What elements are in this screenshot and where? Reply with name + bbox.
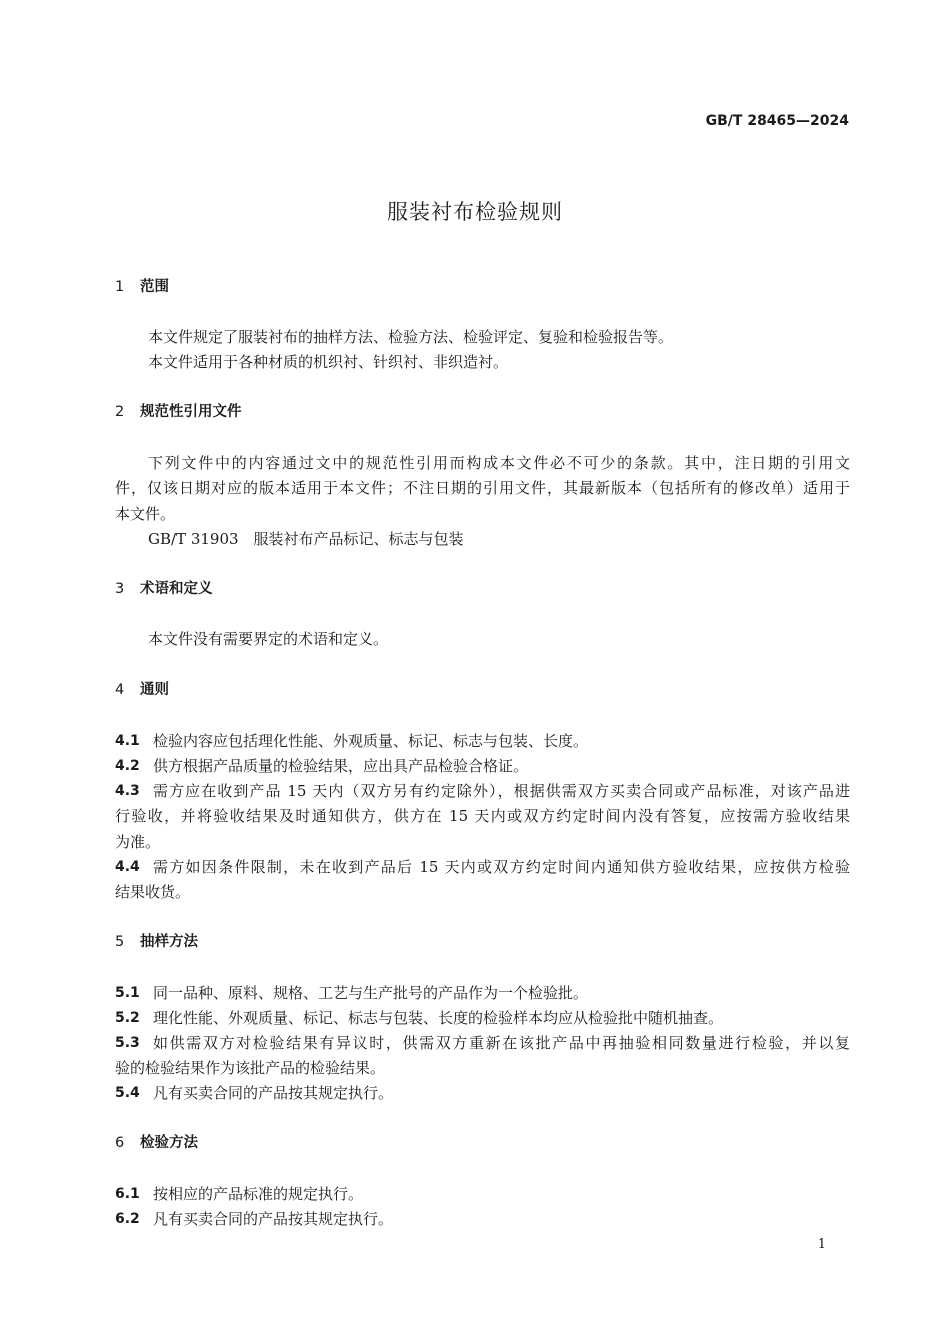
section-heading (115, 1133, 850, 1153)
clause-line (115, 857, 850, 877)
clause-text: 按相应的产品标准的规定执行。 (153, 1185, 364, 1203)
section-heading (115, 579, 850, 599)
section-number: 4 (115, 682, 125, 698)
section-number: 1 (115, 279, 125, 295)
clause-number: 5.4 (115, 1085, 140, 1101)
section-heading (115, 680, 850, 700)
section-number: 5 (115, 934, 125, 950)
section-number: 6 (115, 1135, 125, 1151)
clause-line (115, 1033, 850, 1053)
clause-number: 4.3 (115, 783, 140, 799)
standard-code: GB/T 28465—2024 (705, 113, 849, 129)
clause-text: 凡有买卖合同的产品按其规定执行。 (153, 1084, 394, 1102)
clause-line (115, 1184, 850, 1204)
paragraph-line: 件，仅该日期对应的版本适用于本文件；不注日期的引用文件，其最新版本（包括所有的修改单）适用于 (115, 479, 850, 497)
document-title: 服装衬布检验规则 (387, 200, 563, 224)
section-heading (115, 932, 850, 952)
section-number: 2 (115, 404, 125, 420)
clause-text: 供方根据产品质量的检验结果，应出具产品检验合格证。 (153, 757, 529, 775)
section-title: 术语和定义 (140, 581, 213, 597)
clause-line: 为准。 (115, 833, 161, 851)
clause-line: 结果收货。 (115, 883, 191, 901)
clause-number: 6.1 (115, 1186, 140, 1202)
clause-line (115, 1008, 850, 1028)
clause-text: 同一品种、原料、规格、工艺与生产批号的产品作为一个检验批。 (153, 984, 589, 1002)
clause-number: 6.2 (115, 1211, 140, 1227)
section-number: 3 (115, 581, 125, 597)
clause-number: 5.1 (115, 985, 140, 1001)
clause-line (115, 983, 850, 1003)
clause-line (115, 731, 850, 751)
paragraph-line: 本文件没有需要界定的术语和定义。 (148, 630, 389, 648)
clause-line (115, 781, 850, 801)
clause-line (115, 1209, 850, 1229)
section-title: 检验方法 (140, 1135, 198, 1151)
clause-number: 5.3 (115, 1035, 140, 1051)
page-number: 1 (817, 1237, 826, 1252)
clause-text: 理化性能、外观质量、标记、标志与包装、长度的检验样本均应从检验批中随机抽查。 (153, 1009, 724, 1027)
clause-number: 5.2 (115, 1010, 140, 1026)
clause-line: 行验收，并将验收结果及时通知供方，供方在 15 天内或双方约定时间内没有答复，应按需方验收结果 (115, 807, 850, 825)
clause-text: 凡有买卖合同的产品按其规定执行。 (153, 1210, 394, 1228)
section-heading (115, 277, 850, 297)
clause-text: 需方应在收到产品 15 天内（双方另有约定除外），根据供需双方买卖合同或产品标准，对该产品进 (153, 782, 850, 800)
clause-number: 4.2 (115, 758, 140, 774)
clause-number: 4.4 (115, 859, 140, 875)
section-title: 抽样方法 (140, 934, 198, 950)
clause-line (115, 756, 850, 776)
section-title: 范围 (140, 279, 169, 295)
section-title: 规范性引用文件 (140, 404, 242, 420)
paragraph-line: 本文件适用于各种材质的机织衬、针织衬、非织造衬。 (148, 353, 509, 371)
paragraph-line: 本文件。 (115, 505, 176, 523)
clause-number: 4.1 (115, 733, 140, 749)
clause-text: 检验内容应包括理化性能、外观质量、标记、标志与包装、长度。 (153, 732, 589, 750)
clause-text: 需方如因条件限制，未在收到产品后 15 天内或双方约定时间内通知供方验收结果，应按供方检验 (153, 858, 850, 876)
section-heading (115, 402, 850, 422)
clause-line (115, 1083, 850, 1103)
clause-text: 如供需双方对检验结果有异议时，供需双方重新在该批产品中再抽验相同数量进行检验，并以复 (153, 1034, 850, 1052)
paragraph-line: GB/T 31903 服装衬布产品标记、标志与包装 (148, 530, 464, 548)
paragraph-line: 下列文件中的内容通过文中的规范性引用而构成本文件必不可少的条款。其中，注日期的引用文 (148, 454, 850, 472)
paragraph-line: 本文件规定了服装衬布的抽样方法、检验方法、检验评定、复验和检验报告等。 (148, 328, 674, 346)
section-title: 通则 (140, 682, 169, 698)
clause-line: 验的检验结果作为该批产品的检验结果。 (115, 1059, 386, 1077)
